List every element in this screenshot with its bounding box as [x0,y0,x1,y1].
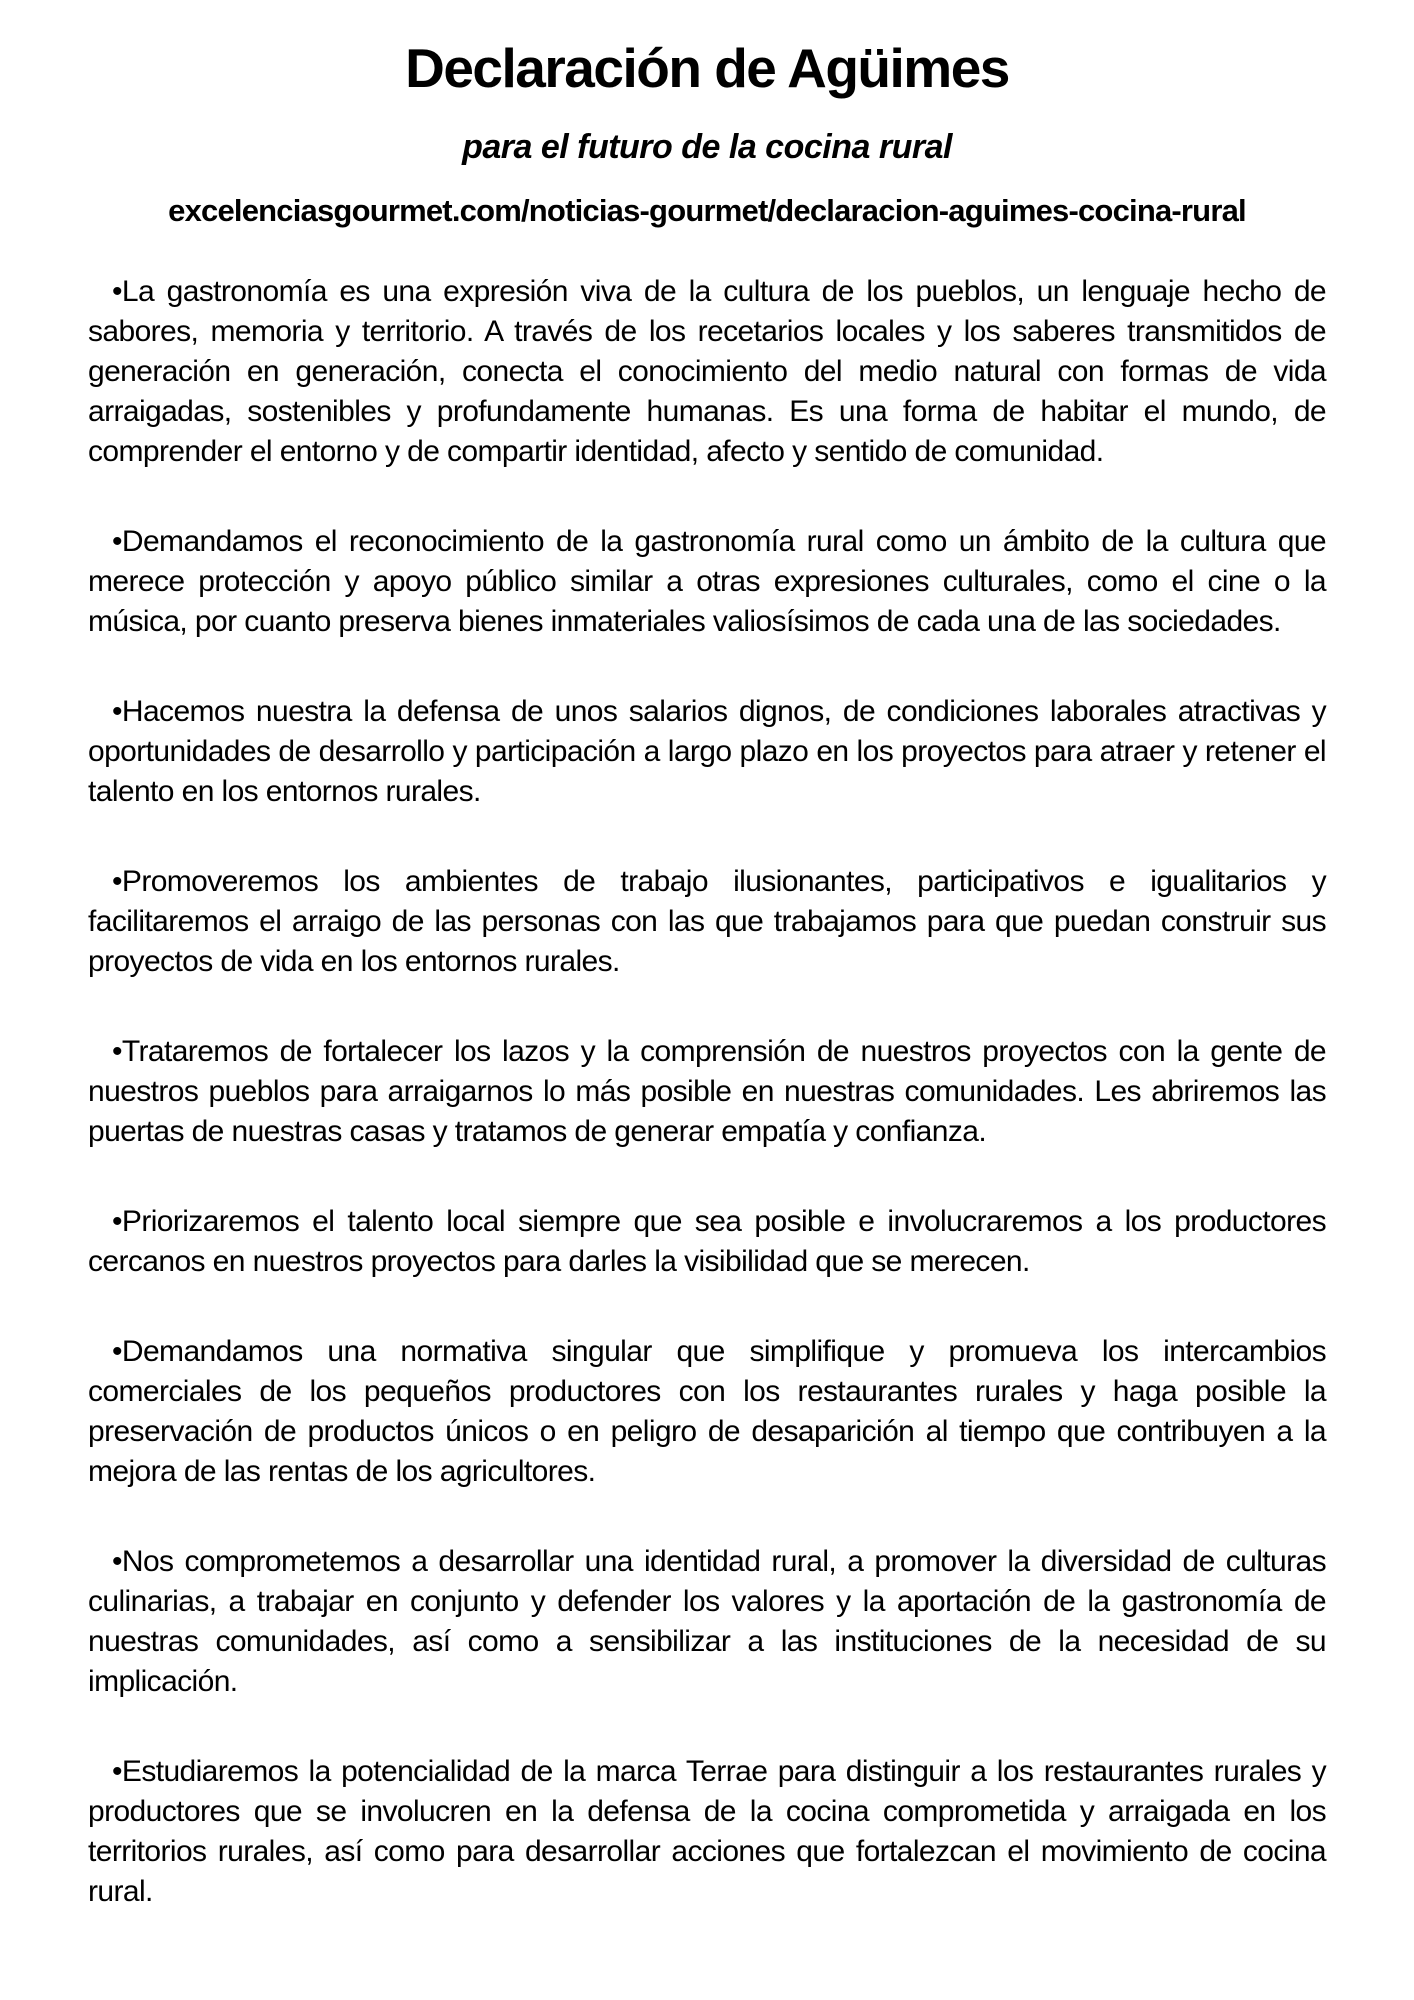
source-url-text: excelenciasgourmet.com/noticias-gourmet/declaracion-aguimes-cocina-rural [168,192,1246,228]
declaration-body [88,272,1326,1912]
paragraph-fortalecer-lazos: •Trataremos de fortalecer los lazos y la comprensión de nuestros proyectos con la gente de nuestros pueblos para arraigarnos lo más posible en nuestras comunidades. Les abriremos las puertas de nuestras casas y tratamos de generar empatía y confianza. [88,1034,1326,1148]
paragraph-marca-terrae: •Estudiaremos la potencialidad de la marca Terrae para distinguir a los restaurantes rurales y productores que se involucren en la defensa de la cocina comprometida y arraigada en los territorios rurales, así como para desarrollar acciones que fortalezcan el movimiento de cocina rural. [88,1754,1326,1908]
paragraph-reconocimiento-gastronomia-rural: •Demandamos el reconocimiento de la gastronomía rural como un ámbito de la cultura que merece protección y apoyo público similar a otras expresiones culturales, como el cine o la música, por cuanto preserva bienes inmateriales valiosísimos de cada una de las sociedades. [88,524,1326,638]
paragraph-normativa-singular: •Demandamos una normativa singular que simplifique y promueva los intercambios comerciales de los pequeños productores con los restaurantes rurales y haga posible la preservación de productos únicos o en peligro de desaparición al tiempo que contribuyen a la mejora de las rentas de los agricultores. [88,1334,1326,1488]
paragraph-gastronomia-expresion-viva: •La gastronomía es una expresión viva de la cultura de los pueblos, un lenguaje hecho de sabores, memoria y territorio. A través de los recetarios locales y los saberes transmitidos de generación en generación, conecta el conocimiento del medio natural con formas de vida arraigadas, sostenibles y profundamente humanas. Es una forma de habitar el mundo, de comprender el entorno y de compartir identidad, afecto y sentido de comunidad. [88,274,1326,468]
page-subtitle: para el futuro de la cocina rural [462,127,952,166]
paragraph-salarios-dignos: •Hacemos nuestra la defensa de unos salarios dignos, de condiciones laborales atractivas y oportunidades de desarrollo y participación a largo plazo en los proyectos para atraer y retener el talento en los entornos rurales. [88,694,1326,808]
page-title: Declaración de Agüimes [405,37,1009,99]
paragraph-talento-local: •Priorizaremos el talento local siempre que sea posible e involucraremos a los productores cercanos en nuestros proyectos para darles la visibilidad que se merecen. [88,1204,1326,1278]
paragraph-ambientes-de-trabajo: •Promoveremos los ambientes de trabajo ilusionantes, participativos e igualitarios y facilitaremos el arraigo de las personas con las que trabajamos para que puedan construir sus proyectos de vida en los entornos rurales. [88,864,1326,978]
paragraph-identidad-rural: •Nos comprometemos a desarrollar una identidad rural, a promover la diversidad de culturas culinarias, a trabajar en conjunto y defender los valores y la aportación de la gastronomía de nuestras comunidades, así como a sensibilizar a las instituciones de la necesidad de su implicación. [88,1544,1326,1698]
